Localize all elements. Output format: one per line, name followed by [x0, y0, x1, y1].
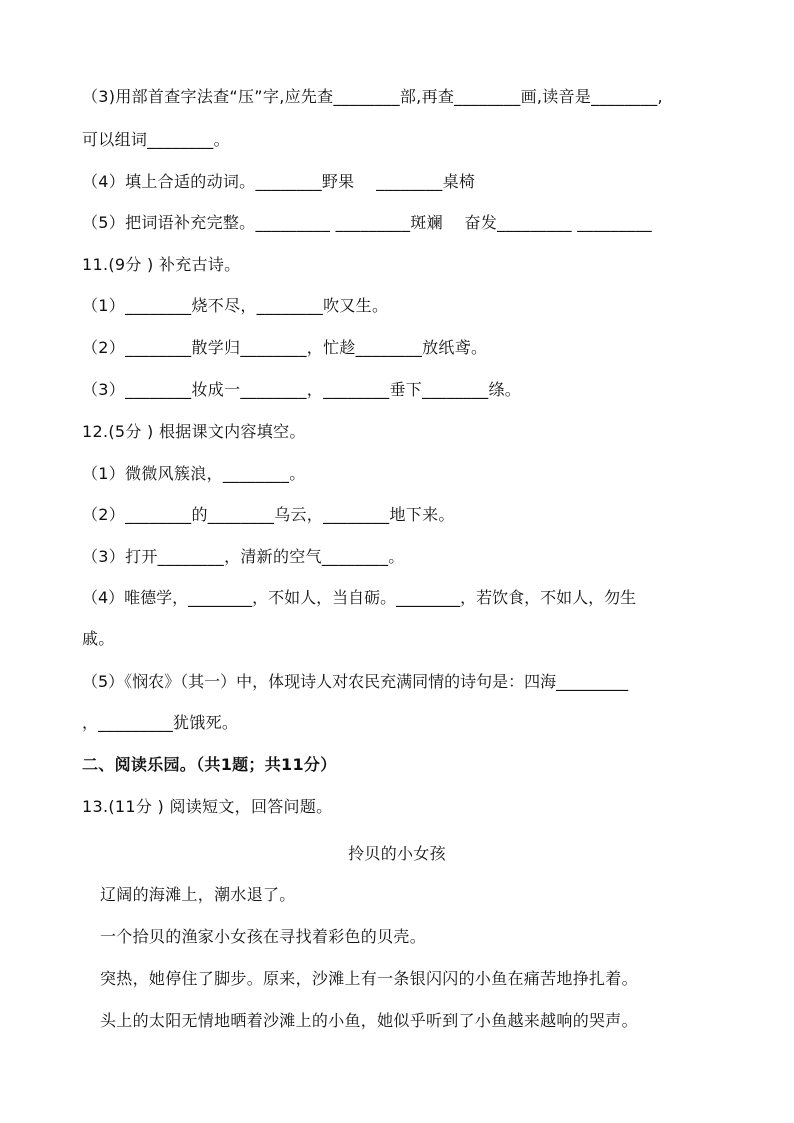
q12-item4-line2: 戚。	[82, 629, 115, 648]
q12-item4-line1: （4）唯德学，________，不如人，当自砺。________，若饮食，不如人，勿生	[82, 588, 637, 607]
passage-title: 拎贝的小女孩	[348, 844, 446, 863]
q11-item2: （2）________散学归________，忙趁________放纸鸢。	[82, 338, 488, 357]
q11-item1: （1）________烧不尽，________吹又生。	[82, 296, 389, 315]
q12-item1: （1）微微风簇浪，________。	[82, 464, 306, 483]
passage-paragraph-1: 辽阔的海滩上，潮水退了。	[100, 885, 296, 904]
passage-paragraph-3: 突热，她停住了脚步。原来，沙滩上有一条银闪闪的小鱼在痛苦地挣扎着。	[100, 969, 638, 988]
q11-heading: 11.(9分 ) 补充古诗。	[82, 255, 241, 274]
q10-item5: （5）把词语补充完整。_________ _________斑斓 奋发_________ _________	[82, 213, 652, 232]
q10-item3-line1: （3)用部首查字法查“压”字,应先查________部,再查________画,读音是________,	[82, 87, 663, 106]
passage-paragraph-2: 一个拾贝的渔家小女孩在寻找着彩色的贝壳。	[100, 927, 427, 946]
q12-heading: 12.(5分 ) 根据课文内容填空。	[82, 422, 306, 441]
q11-item3: （3）________妆成一________，________垂下________绦。	[82, 380, 522, 399]
passage-paragraph-4: 头上的太阳无情地晒着沙滩上的小鱼，她似乎听到了小鱼越来越响的哭声。	[100, 1011, 638, 1030]
q12-item5-line1: （5）《悯农》（其一）中，体现诗人对农民充满同情的诗句是：四海_________	[82, 672, 629, 691]
q12-item5-line2: ，_________犹饿死。	[82, 713, 239, 732]
q12-item3: （3）打开________，清新的空气________。	[82, 547, 405, 566]
q10-item4: （4）填上合适的动词。________野果 ________桌椅	[82, 172, 476, 191]
q13-heading: 13.(11分 ) 阅读短文，回答问题。	[82, 797, 333, 816]
q12-item2: （2）________的________乌云，________地下来。	[82, 505, 455, 524]
section-two-heading: 二、阅读乐园。（共1题；共11分）	[82, 755, 337, 774]
q10-item3-line2: 可以组词________。	[82, 130, 230, 149]
